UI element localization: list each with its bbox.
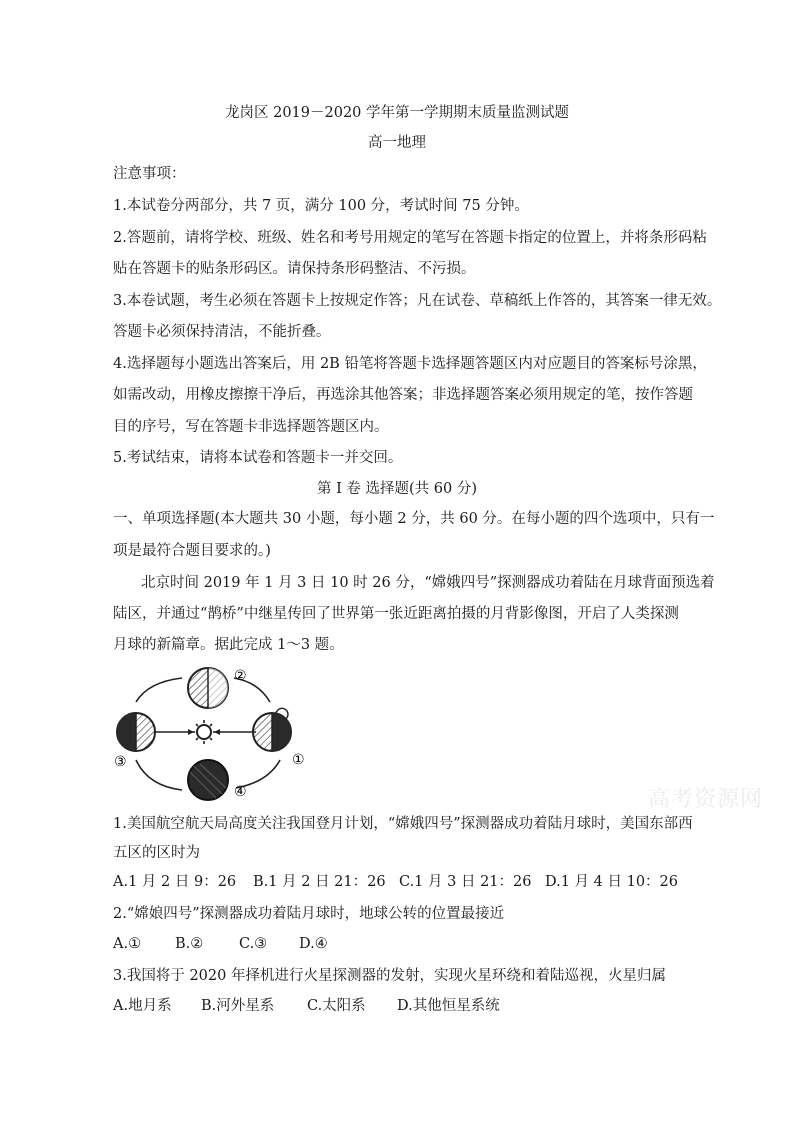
section-instruction: 一、单项选择题(本大题共 30 小题，每小题 2 分，共 60 分。在每小题的四个选项中，只有一 bbox=[113, 511, 715, 527]
option-d[interactable]: D.其他恒星系统 bbox=[397, 998, 500, 1014]
watermark: 高考资源网 bbox=[648, 787, 764, 812]
sun-icon bbox=[192, 720, 216, 744]
label-4: ④ bbox=[234, 784, 247, 800]
note-line: 1.本试卷分两部分，共 7 页，满分 100 分，考试时间 75 分钟。 bbox=[113, 198, 529, 214]
note-line: 3.本卷试题，考生必须在答题卡上按规定作答；凡在试卷、草稿纸上作答的，其答案一律无效。 bbox=[113, 293, 722, 309]
section-title: 第 I 卷 选择题(共 60 分) bbox=[316, 481, 478, 497]
label-1: ① bbox=[292, 752, 305, 768]
option-b[interactable]: B.1 月 2 日 21：26 bbox=[253, 874, 386, 890]
note-line: 2.答题前，请将学校、班级、姓名和考号用规定的笔写在答题卡指定的位置上，并将条形码粘 bbox=[113, 230, 707, 246]
option-a[interactable]: A.1 月 2 日 9：26 bbox=[113, 874, 237, 890]
earth-position-4 bbox=[188, 760, 228, 800]
earth-orbit-diagram bbox=[108, 664, 308, 804]
option-b[interactable]: B.② bbox=[175, 936, 204, 952]
note-line: 如需改动，用橡皮擦擦干净后，再选涂其他答案；非选择题答案必须用规定的笔，按作答题 bbox=[113, 387, 693, 403]
passage-line: 北京时间 2019 年 1 月 3 日 10 时 26 分，“嫦娥四号”探测器成功着陆在月球背面预选着 bbox=[141, 575, 715, 591]
section-instruction: 项是最符合题目要求的。) bbox=[113, 543, 271, 559]
question-2-stem: 2.“嫦娘四号”探测器成功着陆月球时，地球公转的位置最接近 bbox=[113, 906, 505, 922]
exam-title: 龙岗区 2019－2020 学年第一学期期末质量监测试题 bbox=[224, 105, 570, 121]
notes-heading: 注意事项： bbox=[113, 166, 186, 182]
question-2-options bbox=[113, 934, 328, 954]
orbit-arc bbox=[136, 678, 182, 702]
option-d[interactable]: D.④ bbox=[299, 936, 328, 952]
option-a[interactable]: A.① bbox=[113, 936, 142, 952]
option-c[interactable]: C.③ bbox=[239, 936, 268, 952]
earth-position-3 bbox=[117, 713, 155, 751]
note-line: 贴在答题卡的贴条形码区。请保持条形码整洁、不污损。 bbox=[113, 261, 476, 277]
option-c[interactable]: C.太阳系 bbox=[307, 998, 366, 1014]
label-2: ② bbox=[234, 668, 247, 684]
question-1-stem: 1.美国航空航天局高度关注我国登月计划，“嫦娥四号”探测器成功着陆月球时，美国东部西 bbox=[113, 816, 693, 832]
subject-title: 高一地理 bbox=[368, 135, 426, 151]
label-3: ③ bbox=[114, 754, 127, 770]
passage-line: 月球的新篇章。据此完成 1～3 题。 bbox=[113, 637, 344, 653]
question-3-stem: 3.我国将于 2020 年择机进行火星探测器的发射，实现火星环绕和着陆巡视，火星归属 bbox=[113, 968, 666, 984]
note-line: 目的序号，写在答题卡非选择题答题区内。 bbox=[113, 419, 389, 435]
orbit-arc bbox=[136, 760, 182, 790]
option-b[interactable]: B.河外星系 bbox=[201, 998, 275, 1014]
option-d[interactable]: D.1 月 4 日 10：26 bbox=[545, 874, 679, 890]
note-line: 4.选择题每小题选出答案后，用 2B 铅笔将答题卡选择题答题区内对应题目的答案标号涂黑， bbox=[113, 356, 707, 372]
note-line: 5.考试结束，请将本试卷和答题卡一并交回。 bbox=[113, 450, 403, 466]
option-a[interactable]: A.地月系 bbox=[113, 998, 172, 1014]
question-1-stem: 五区的区时为 bbox=[113, 845, 200, 861]
earth-position-1 bbox=[253, 708, 291, 751]
passage-line: 陆区，并通过“鹊桥”中继星传回了世界第一张近距离拍摄的月背影像图，开启了人类探测 bbox=[113, 606, 679, 622]
note-line: 答题卡必须保持清洁，不能折叠。 bbox=[113, 324, 331, 340]
question-3-options bbox=[113, 996, 500, 1016]
earth-position-2 bbox=[188, 668, 228, 708]
option-c[interactable]: C.1 月 3 日 21：26 bbox=[399, 874, 532, 890]
question-1-options bbox=[113, 872, 678, 892]
